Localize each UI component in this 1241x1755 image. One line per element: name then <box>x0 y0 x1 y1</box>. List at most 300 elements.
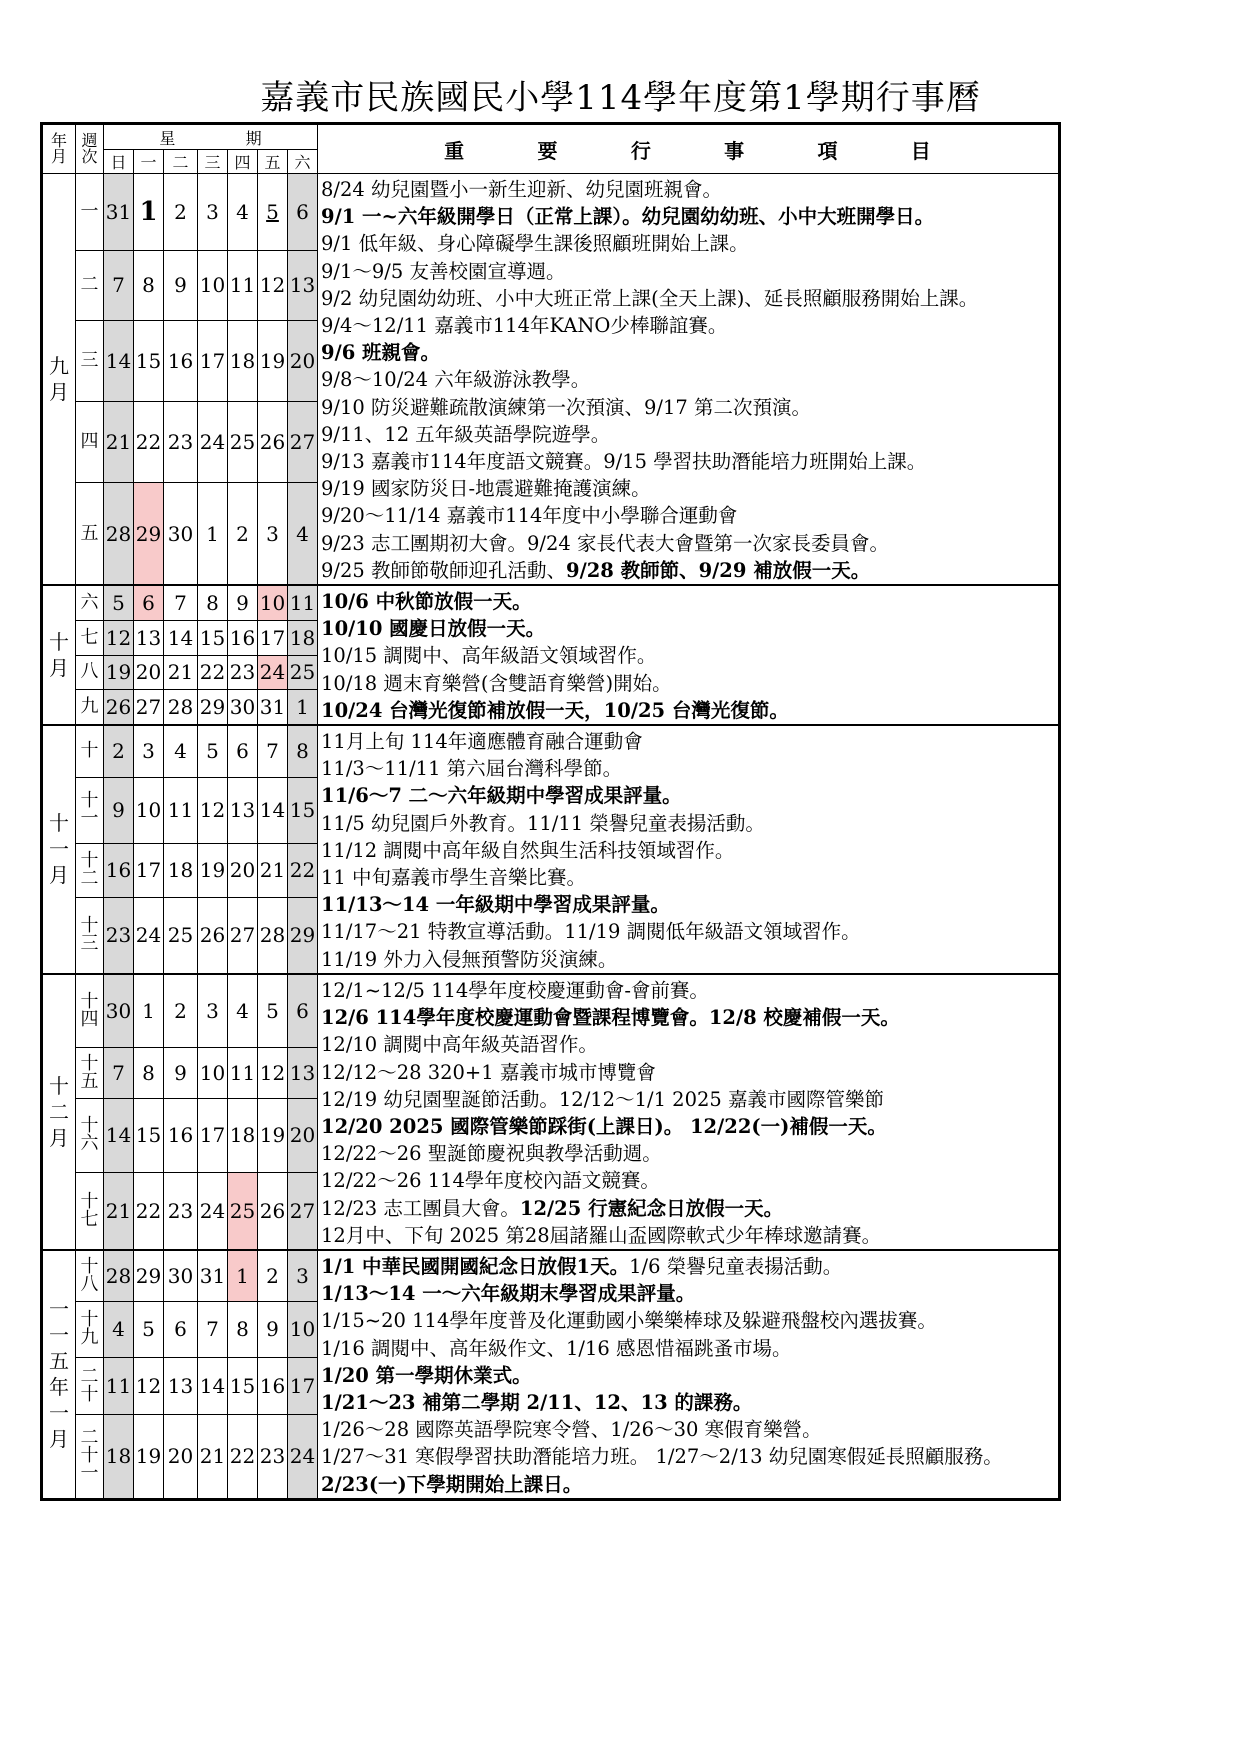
date-cell: 28 <box>258 897 288 973</box>
date-cell: 16 <box>104 843 134 897</box>
events-header <box>318 124 1060 174</box>
date-cell: 3 <box>258 483 288 585</box>
week-number-cell <box>76 777 104 843</box>
date-cell: 7 <box>164 585 198 620</box>
date-cell: 13 <box>288 1047 318 1099</box>
date-cell: 23 <box>104 897 134 973</box>
date-cell: 29 <box>134 483 164 585</box>
date-cell: 19 <box>104 655 134 690</box>
event-text: 9/13 嘉義市114年度語文競賽。9/15 學習扶助潛能培力班開始上課。 <box>321 450 927 474</box>
date-cell: 12 <box>198 777 228 843</box>
event-text: 9/10 防災避難疏散演練第一次預演、9/17 第二次預演。 <box>321 395 811 419</box>
date-cell: 9 <box>164 1047 198 1099</box>
date-cell: 22 <box>134 1172 164 1250</box>
event-line <box>321 1059 1058 1086</box>
month-char: 月 <box>49 380 69 405</box>
week-number-cell <box>76 174 104 251</box>
date-cell: 11 <box>228 1047 258 1099</box>
week-number-cell <box>76 1250 104 1301</box>
date-cell: 3 <box>198 174 228 251</box>
event-line <box>321 285 1058 312</box>
date-cell: 24 <box>198 401 228 482</box>
event-text-bold: 9/28 教師節、9/29 補放假一天。 <box>566 558 871 582</box>
date-cell: 6 <box>288 174 318 251</box>
event-line <box>321 176 1058 203</box>
week-label-char: 三 <box>80 349 99 371</box>
date-cell: 23 <box>258 1415 288 1500</box>
event-line <box>321 670 1058 697</box>
week-number-cell <box>76 655 104 690</box>
event-line <box>321 728 1058 755</box>
date-cell: 10 <box>198 251 228 321</box>
month-char: 一 <box>49 1297 69 1322</box>
event-line <box>321 448 1058 475</box>
date-cell: 4 <box>228 174 258 251</box>
event-text: 1/26～28 國際英語學院寒令營、1/26～30 寒假育樂營。 <box>321 1418 822 1442</box>
date-cell: 15 <box>134 1099 164 1172</box>
month-char: 一 <box>49 1323 69 1348</box>
date-cell: 18 <box>228 1099 258 1172</box>
date-cell: 18 <box>288 620 318 655</box>
date-cell: 21 <box>104 401 134 482</box>
month-char: 五 <box>49 1349 69 1374</box>
week-label-char: 二 <box>80 1427 99 1449</box>
date-cell: 25 <box>228 1172 258 1250</box>
week-label-char: 二 <box>80 274 99 296</box>
event-line <box>321 258 1058 285</box>
week-label-char: 一 <box>80 201 99 223</box>
date-cell: 6 <box>288 974 318 1047</box>
date-cell: 19 <box>134 1415 164 1500</box>
weekday-header-0: 日 <box>104 150 134 174</box>
date-cell: 18 <box>104 1415 134 1500</box>
date-cell: 19 <box>258 320 288 401</box>
date-cell: 10 <box>258 585 288 620</box>
date-cell: 30 <box>228 690 258 725</box>
date-cell: 11 <box>288 585 318 620</box>
week-number-cell <box>76 690 104 725</box>
event-line <box>321 1086 1058 1113</box>
event-text: 12/6 114學年度校慶運動會暨課程博覽會。12/8 校慶補假一天。 <box>321 1006 900 1030</box>
week-label-char: 十 <box>80 1255 99 1277</box>
date-cell: 17 <box>134 843 164 897</box>
calendar-table <box>40 122 1061 1501</box>
event-line <box>321 1389 1058 1416</box>
event-line <box>321 1140 1058 1167</box>
event-line <box>321 918 1058 945</box>
date-cell: 30 <box>164 483 198 585</box>
date-cell: 5 <box>104 585 134 620</box>
date-cell: 2 <box>104 725 134 777</box>
week-number-cell <box>76 401 104 482</box>
date-cell: 3 <box>288 1250 318 1301</box>
date-cell: 31 <box>198 1250 228 1301</box>
month-char: 年 <box>49 1375 69 1400</box>
page-title: 嘉義市民族國民小學114學年度第1學期行事曆 <box>260 78 981 118</box>
event-line <box>321 530 1058 557</box>
week-row <box>42 1250 1060 1301</box>
date-cell: 20 <box>288 320 318 401</box>
event-line <box>321 1280 1058 1307</box>
week-number-cell <box>76 897 104 973</box>
date-cell: 2 <box>164 974 198 1047</box>
week-number-cell <box>76 1047 104 1099</box>
date-cell: 24 <box>134 897 164 973</box>
event-line <box>321 864 1058 891</box>
week-label-char: 二 <box>80 1365 99 1387</box>
weekday-header-1: 一 <box>134 150 164 174</box>
date-cell: 14 <box>164 620 198 655</box>
date-cell: 20 <box>164 1415 198 1500</box>
month-char: 十 <box>49 1073 69 1098</box>
date-cell: 17 <box>288 1357 318 1414</box>
event-text: 10/15 調閱中、高年級語文領域習作。 <box>321 644 657 668</box>
date-cell: 28 <box>104 483 134 585</box>
week-label-char: 八 <box>80 1273 99 1295</box>
date-cell: 1 <box>198 483 228 585</box>
month-char: 一 <box>49 837 69 862</box>
week-number-cell <box>76 843 104 897</box>
month-char: 一 <box>49 1401 69 1426</box>
week-label-char: 五 <box>80 522 99 544</box>
week-number-cell <box>76 585 104 620</box>
weekday-header-6: 六 <box>288 150 318 174</box>
date-cell: 25 <box>228 401 258 482</box>
week-label-char: 八 <box>80 661 99 683</box>
events-cell <box>318 585 1060 725</box>
date-cell: 15 <box>288 777 318 843</box>
event-text: 10/24 台灣光復節補放假一天，10/25 台灣光復節。 <box>321 698 789 722</box>
event-line <box>321 1471 1058 1498</box>
event-text: 1/16 調閱中、高年級作文、1/16 感恩惜福跳蚤市場。 <box>321 1336 792 1360</box>
events-header-char: 項 <box>817 138 839 163</box>
month-char: 九 <box>49 354 69 379</box>
date-cell: 22 <box>288 843 318 897</box>
date-cell: 14 <box>258 777 288 843</box>
event-text: 11/5 幼兒園戶外教育。11/11 榮譽兒童表揚活動。 <box>321 811 765 835</box>
date-cell: 26 <box>198 897 228 973</box>
date-cell: 13 <box>288 251 318 321</box>
week-number-cell <box>76 1099 104 1172</box>
event-line <box>321 1362 1058 1389</box>
date-cell: 5 <box>134 1301 164 1357</box>
event-text: 9/23 志工團期初大會。9/24 家長代表大會暨第一次家長委員會。 <box>321 531 889 555</box>
week-label-char: 十 <box>80 915 99 937</box>
week-number-cell <box>76 1301 104 1357</box>
event-line <box>321 755 1058 782</box>
date-cell: 20 <box>288 1099 318 1172</box>
week-label-char: 一 <box>80 808 99 830</box>
week-label-char: 十 <box>80 850 99 872</box>
date-cell: 11 <box>164 777 198 843</box>
event-text: 12/23 志工團員大會。 <box>321 1196 520 1220</box>
date-cell: 29 <box>134 1250 164 1301</box>
event-line <box>321 946 1058 973</box>
week-label-char: 十 <box>80 1383 99 1405</box>
week-label-char: 三 <box>80 933 99 955</box>
month-char: 十 <box>49 630 69 655</box>
event-text: 11月上旬 114年適應體育融合運動會 <box>321 730 643 754</box>
event-text-bold: 12/25 行憲紀念日放假一天。 <box>519 1196 784 1220</box>
date-cell: 12 <box>104 620 134 655</box>
week-label-char: 十 <box>80 990 99 1012</box>
week-number-cell <box>76 1415 104 1500</box>
date-cell: 20 <box>134 655 164 690</box>
event-line <box>321 1416 1058 1443</box>
event-text: 11/3～11/11 第六屆台灣科學節。 <box>321 757 623 781</box>
date-cell: 17 <box>198 320 228 401</box>
month-char: 二 <box>49 1099 69 1124</box>
event-text: 1/1 中華民國開國紀念日放假1天。 <box>321 1254 630 1278</box>
event-text: 9/1 低年級、身心障礙學生課後照顧班開始上課。 <box>321 232 749 256</box>
event-text: 8/24 幼兒園暨小一新生迎新、幼兒園班親會。 <box>321 178 722 201</box>
date-cell: 9 <box>258 1301 288 1357</box>
week-label-char: 七 <box>80 626 99 648</box>
event-text: 11/6～7 二～六年級期中學習成果評量。 <box>321 784 682 808</box>
event-line <box>321 366 1058 393</box>
week-row <box>42 974 1060 1047</box>
week-label-char: 六 <box>80 591 99 613</box>
date-cell: 12 <box>258 1047 288 1099</box>
date-cell: 6 <box>164 1301 198 1357</box>
weekday-header-5: 五 <box>258 150 288 174</box>
date-cell: 28 <box>164 690 198 725</box>
date-cell: 26 <box>258 1172 288 1250</box>
week-label-char: 十 <box>80 1115 99 1137</box>
date-cell: 21 <box>104 1172 134 1250</box>
date-cell: 1 <box>288 690 318 725</box>
date-cell: 30 <box>104 974 134 1047</box>
event-line <box>321 394 1058 421</box>
week-header: 週 次 <box>76 124 104 174</box>
events-cell <box>318 174 1060 586</box>
weekday-header-3: 三 <box>198 150 228 174</box>
date-cell: 30 <box>164 1250 198 1301</box>
date-cell: 14 <box>198 1357 228 1414</box>
events-cell <box>318 1250 1060 1499</box>
event-line <box>321 642 1058 669</box>
date-cell: 5 <box>198 725 228 777</box>
event-line <box>321 1113 1058 1140</box>
event-line <box>321 615 1058 642</box>
week-row <box>42 174 1060 251</box>
event-text: 1/15~20 114學年度普及化運動國小樂樂棒球及躲避飛盤校內選拔賽。 <box>321 1309 937 1333</box>
date-cell: 23 <box>164 401 198 482</box>
event-text: 9/20～11/14 嘉義市114年度中小學聯合運動會 <box>321 504 738 528</box>
events-header-char: 事 <box>724 138 746 163</box>
date-cell: 19 <box>258 1099 288 1172</box>
week-number-cell <box>76 1357 104 1414</box>
date-cell: 23 <box>164 1172 198 1250</box>
date-cell: 26 <box>104 690 134 725</box>
date-cell: 24 <box>198 1172 228 1250</box>
date-cell: 7 <box>104 251 134 321</box>
event-text: 1/13～14 一～六年級期末學習成果評量。 <box>321 1282 696 1306</box>
date-cell: 8 <box>134 1047 164 1099</box>
event-line <box>321 891 1058 918</box>
date-cell: 4 <box>164 725 198 777</box>
weekday-group-header: 星 期 <box>104 124 318 150</box>
date-cell: 5 <box>258 174 288 251</box>
date-cell: 25 <box>288 655 318 690</box>
week-label-char: 四 <box>80 1008 99 1030</box>
date-cell: 4 <box>288 483 318 585</box>
week-row <box>42 725 1060 777</box>
date-cell: 5 <box>258 974 288 1047</box>
date-cell: 2 <box>258 1250 288 1301</box>
date-cell: 24 <box>288 1415 318 1500</box>
event-line <box>321 1307 1058 1334</box>
event-text: 11/13～14 一年級期中學習成果評量。 <box>321 893 670 917</box>
week-label-char: 十 <box>80 740 99 762</box>
date-cell: 1 <box>134 974 164 1047</box>
event-text: 12/20 2025 國際管樂節踩街(上課日)。 12/22(一)補假一天。 <box>321 1114 887 1138</box>
date-cell: 1 <box>228 1250 258 1301</box>
month-cell <box>42 974 76 1250</box>
date-cell: 21 <box>258 843 288 897</box>
events-header-char: 目 <box>910 138 932 163</box>
date-cell: 16 <box>258 1357 288 1414</box>
month-char: 十 <box>49 811 69 836</box>
event-line <box>321 475 1058 502</box>
event-text: 9/1～9/5 友善校園宣導週。 <box>321 259 566 283</box>
date-cell: 8 <box>198 585 228 620</box>
month-cell <box>42 585 76 725</box>
events-header-char: 重 <box>444 138 466 163</box>
date-cell: 7 <box>198 1301 228 1357</box>
month-char: 月 <box>49 863 69 888</box>
week-label-char: 六 <box>80 1133 99 1155</box>
event-line <box>321 1195 1058 1222</box>
date-cell: 18 <box>164 843 198 897</box>
week-label-char: 十 <box>80 1052 99 1074</box>
date-cell: 16 <box>164 1099 198 1172</box>
event-text: 11 中旬嘉義市學生音樂比賽。 <box>321 866 587 890</box>
week-number-cell <box>76 1172 104 1250</box>
event-text: 9/8～10/24 六年級游泳教學。 <box>321 368 591 392</box>
event-text: 9/4～12/11 嘉義市114年KANO少棒聯誼賽。 <box>321 314 728 338</box>
week-label-char: 十 <box>80 1445 99 1467</box>
event-line <box>321 557 1058 584</box>
month-cell <box>42 725 76 974</box>
date-cell: 17 <box>258 620 288 655</box>
event-line <box>321 230 1058 257</box>
date-cell: 11 <box>104 1357 134 1414</box>
date-cell: 15 <box>228 1357 258 1414</box>
date-cell: 27 <box>288 401 318 482</box>
events-header-char: 行 <box>630 138 652 163</box>
month-char: 月 <box>49 1427 69 1452</box>
date-cell: 19 <box>198 843 228 897</box>
week-number-cell <box>76 974 104 1047</box>
date-cell: 21 <box>198 1415 228 1500</box>
week-row <box>42 585 1060 620</box>
month-cell <box>42 174 76 586</box>
event-line <box>321 977 1058 1004</box>
date-cell: 27 <box>228 897 258 973</box>
week-label-char: 四 <box>80 431 99 453</box>
date-cell: 15 <box>134 320 164 401</box>
event-text: 1/6 榮譽兒童表揚活動。 <box>629 1254 843 1278</box>
event-text: 1/20 第一學期休業式。 <box>321 1363 532 1387</box>
date-cell: 29 <box>288 897 318 973</box>
date-cell: 14 <box>104 320 134 401</box>
event-line <box>321 1004 1058 1031</box>
event-text: 12/22～26 聖誕節慶祝與教學活動週。 <box>321 1142 662 1166</box>
month-cell <box>42 1250 76 1499</box>
weekday-header-2: 二 <box>164 150 198 174</box>
date-cell: 8 <box>134 251 164 321</box>
date-cell: 29 <box>198 690 228 725</box>
event-line <box>321 1222 1058 1249</box>
event-text: 9/1 一~六年級開學日（正常上課）。幼兒園幼幼班、小中大班開學日。 <box>321 205 935 229</box>
date-cell: 7 <box>104 1047 134 1099</box>
date-cell: 17 <box>198 1099 228 1172</box>
date-cell: 12 <box>134 1357 164 1414</box>
events-header-char: 要 <box>537 138 559 163</box>
event-line <box>321 837 1058 864</box>
event-line <box>321 697 1058 724</box>
week-label-char: 九 <box>80 696 99 718</box>
date-cell: 9 <box>228 585 258 620</box>
date-cell: 23 <box>228 655 258 690</box>
week-label-char: 七 <box>80 1208 99 1230</box>
event-line <box>321 1167 1058 1194</box>
event-text: 12/1~12/5 114學年度校慶運動會-會前賽。 <box>321 978 709 1002</box>
month-header: 年 月 <box>42 124 76 174</box>
date-cell: 3 <box>198 974 228 1047</box>
date-cell: 13 <box>164 1357 198 1414</box>
date-cell: 8 <box>288 725 318 777</box>
event-line <box>321 1335 1058 1362</box>
event-text: 12/10 調閱中高年級英語習作。 <box>321 1033 598 1057</box>
date-cell: 10 <box>198 1047 228 1099</box>
week-label-char: 十 <box>80 1190 99 1212</box>
week-label-char: 十 <box>80 790 99 812</box>
date-cell: 24 <box>258 655 288 690</box>
date-cell: 11 <box>228 251 258 321</box>
week-number-cell <box>76 725 104 777</box>
date-cell: 27 <box>134 690 164 725</box>
event-line <box>321 782 1058 809</box>
date-cell: 18 <box>228 320 258 401</box>
date-cell: 22 <box>228 1415 258 1500</box>
event-line <box>321 421 1058 448</box>
date-cell: 2 <box>164 174 198 251</box>
event-text: 2/23(一)下學期開始上課日。 <box>321 1472 583 1496</box>
date-cell: 4 <box>104 1301 134 1357</box>
date-cell: 10 <box>288 1301 318 1357</box>
event-line <box>321 1031 1058 1058</box>
events-cell <box>318 974 1060 1250</box>
date-cell: 31 <box>258 690 288 725</box>
weekday-header-4: 四 <box>228 150 258 174</box>
week-label-char: 十 <box>80 1309 99 1331</box>
event-text: 1/21～23 補第二學期 2/11、12、13 的課務。 <box>321 1390 753 1414</box>
date-cell: 7 <box>258 725 288 777</box>
date-cell: 15 <box>198 620 228 655</box>
week-label-char: 二 <box>80 868 99 890</box>
date-cell: 28 <box>104 1250 134 1301</box>
event-line <box>321 203 1058 230</box>
date-cell: 6 <box>134 585 164 620</box>
event-text: 12/12～28 320+1 嘉義市城市博覽會 <box>321 1060 656 1084</box>
date-cell: 22 <box>134 401 164 482</box>
event-line <box>321 1253 1058 1280</box>
event-line <box>321 339 1058 366</box>
date-cell: 2 <box>228 483 258 585</box>
event-line <box>321 502 1058 529</box>
